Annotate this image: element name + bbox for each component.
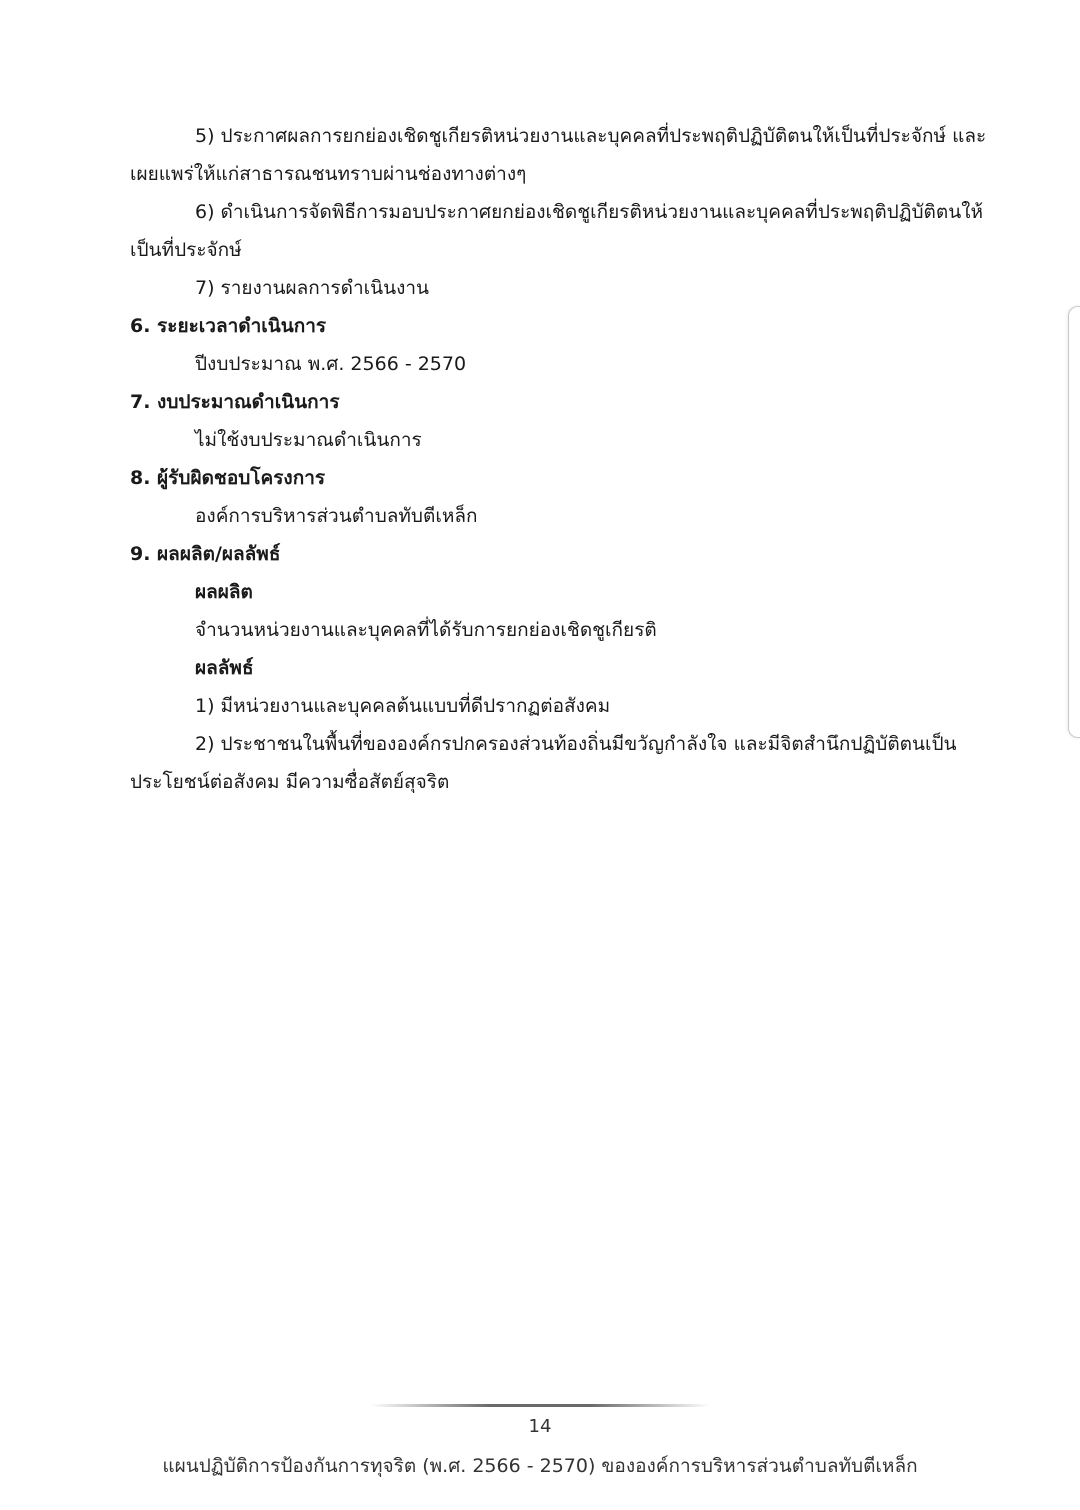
outcome-heading: ผลลัพธ์ (195, 657, 254, 679)
footer-divider (370, 1404, 710, 1407)
item-5-line-2: เผยแพร่ให้แก่สาธารณชนทราบผ่านช่องทางต่างๆ (130, 163, 527, 185)
item-6-line-1: 6) ดำเนินการจัดพิธีการมอบประกาศยกย่องเชิดชูเกียรติหน่วยงานและบุคคลที่ประพฤติปฏิบัติตนให้ (195, 201, 983, 223)
outcome-2-line-1: 2) ประชาชนในพื้นที่ขององค์กรปกครองส่วนท้องถิ่นมีขวัญกำลังใจ และมีจิตสำนึกปฏิบัติตนเป็น (195, 733, 957, 755)
side-scroll-handle[interactable] (1068, 306, 1080, 738)
outcome-2-line-2: ประโยชน์ต่อสังคม มีความซื่อสัตย์สุจริต (130, 771, 450, 793)
footer-title: แผนปฏิบัติการป้องกันการทุจริต (พ.ศ. 2566 - 2570) ขององค์การบริหารส่วนตำบลทับตีเหล็ก (162, 1455, 918, 1477)
section-7-text: ไม่ใช้งบประมาณดำเนินการ (195, 429, 422, 451)
page-number: 14 (528, 1416, 552, 1437)
output-heading: ผลผลิต (195, 581, 253, 603)
item-5-line-1: 5) ประกาศผลการยกย่องเชิดชูเกียรติหน่วยงานและบุคคลที่ประพฤติปฏิบัติตนให้เป็นที่ประจักษ์ และ (195, 125, 987, 147)
section-6-text: ปีงบประมาณ พ.ศ. 2566 - 2570 (195, 353, 467, 375)
section-6-heading: 6. ระยะเวลาดำเนินการ (130, 315, 327, 337)
item-7: 7) รายงานผลการดำเนินงาน (195, 277, 430, 299)
outcome-1: 1) มีหน่วยงานและบุคคลต้นแบบที่ดีปรากฏต่อสังคม (195, 695, 611, 717)
section-9-heading: 9. ผลผลิต/ผลลัพธ์ (130, 543, 281, 565)
section-8-text: องค์การบริหารส่วนตำบลทับตีเหล็ก (195, 505, 478, 527)
section-7-heading: 7. งบประมาณดำเนินการ (130, 391, 340, 413)
section-8-heading: 8. ผู้รับผิดชอบโครงการ (130, 467, 326, 489)
item-6-line-2: เป็นที่ประจักษ์ (130, 239, 242, 261)
output-text: จำนวนหน่วยงานและบุคคลที่ได้รับการยกย่องเชิดชูเกียรติ (195, 619, 657, 641)
